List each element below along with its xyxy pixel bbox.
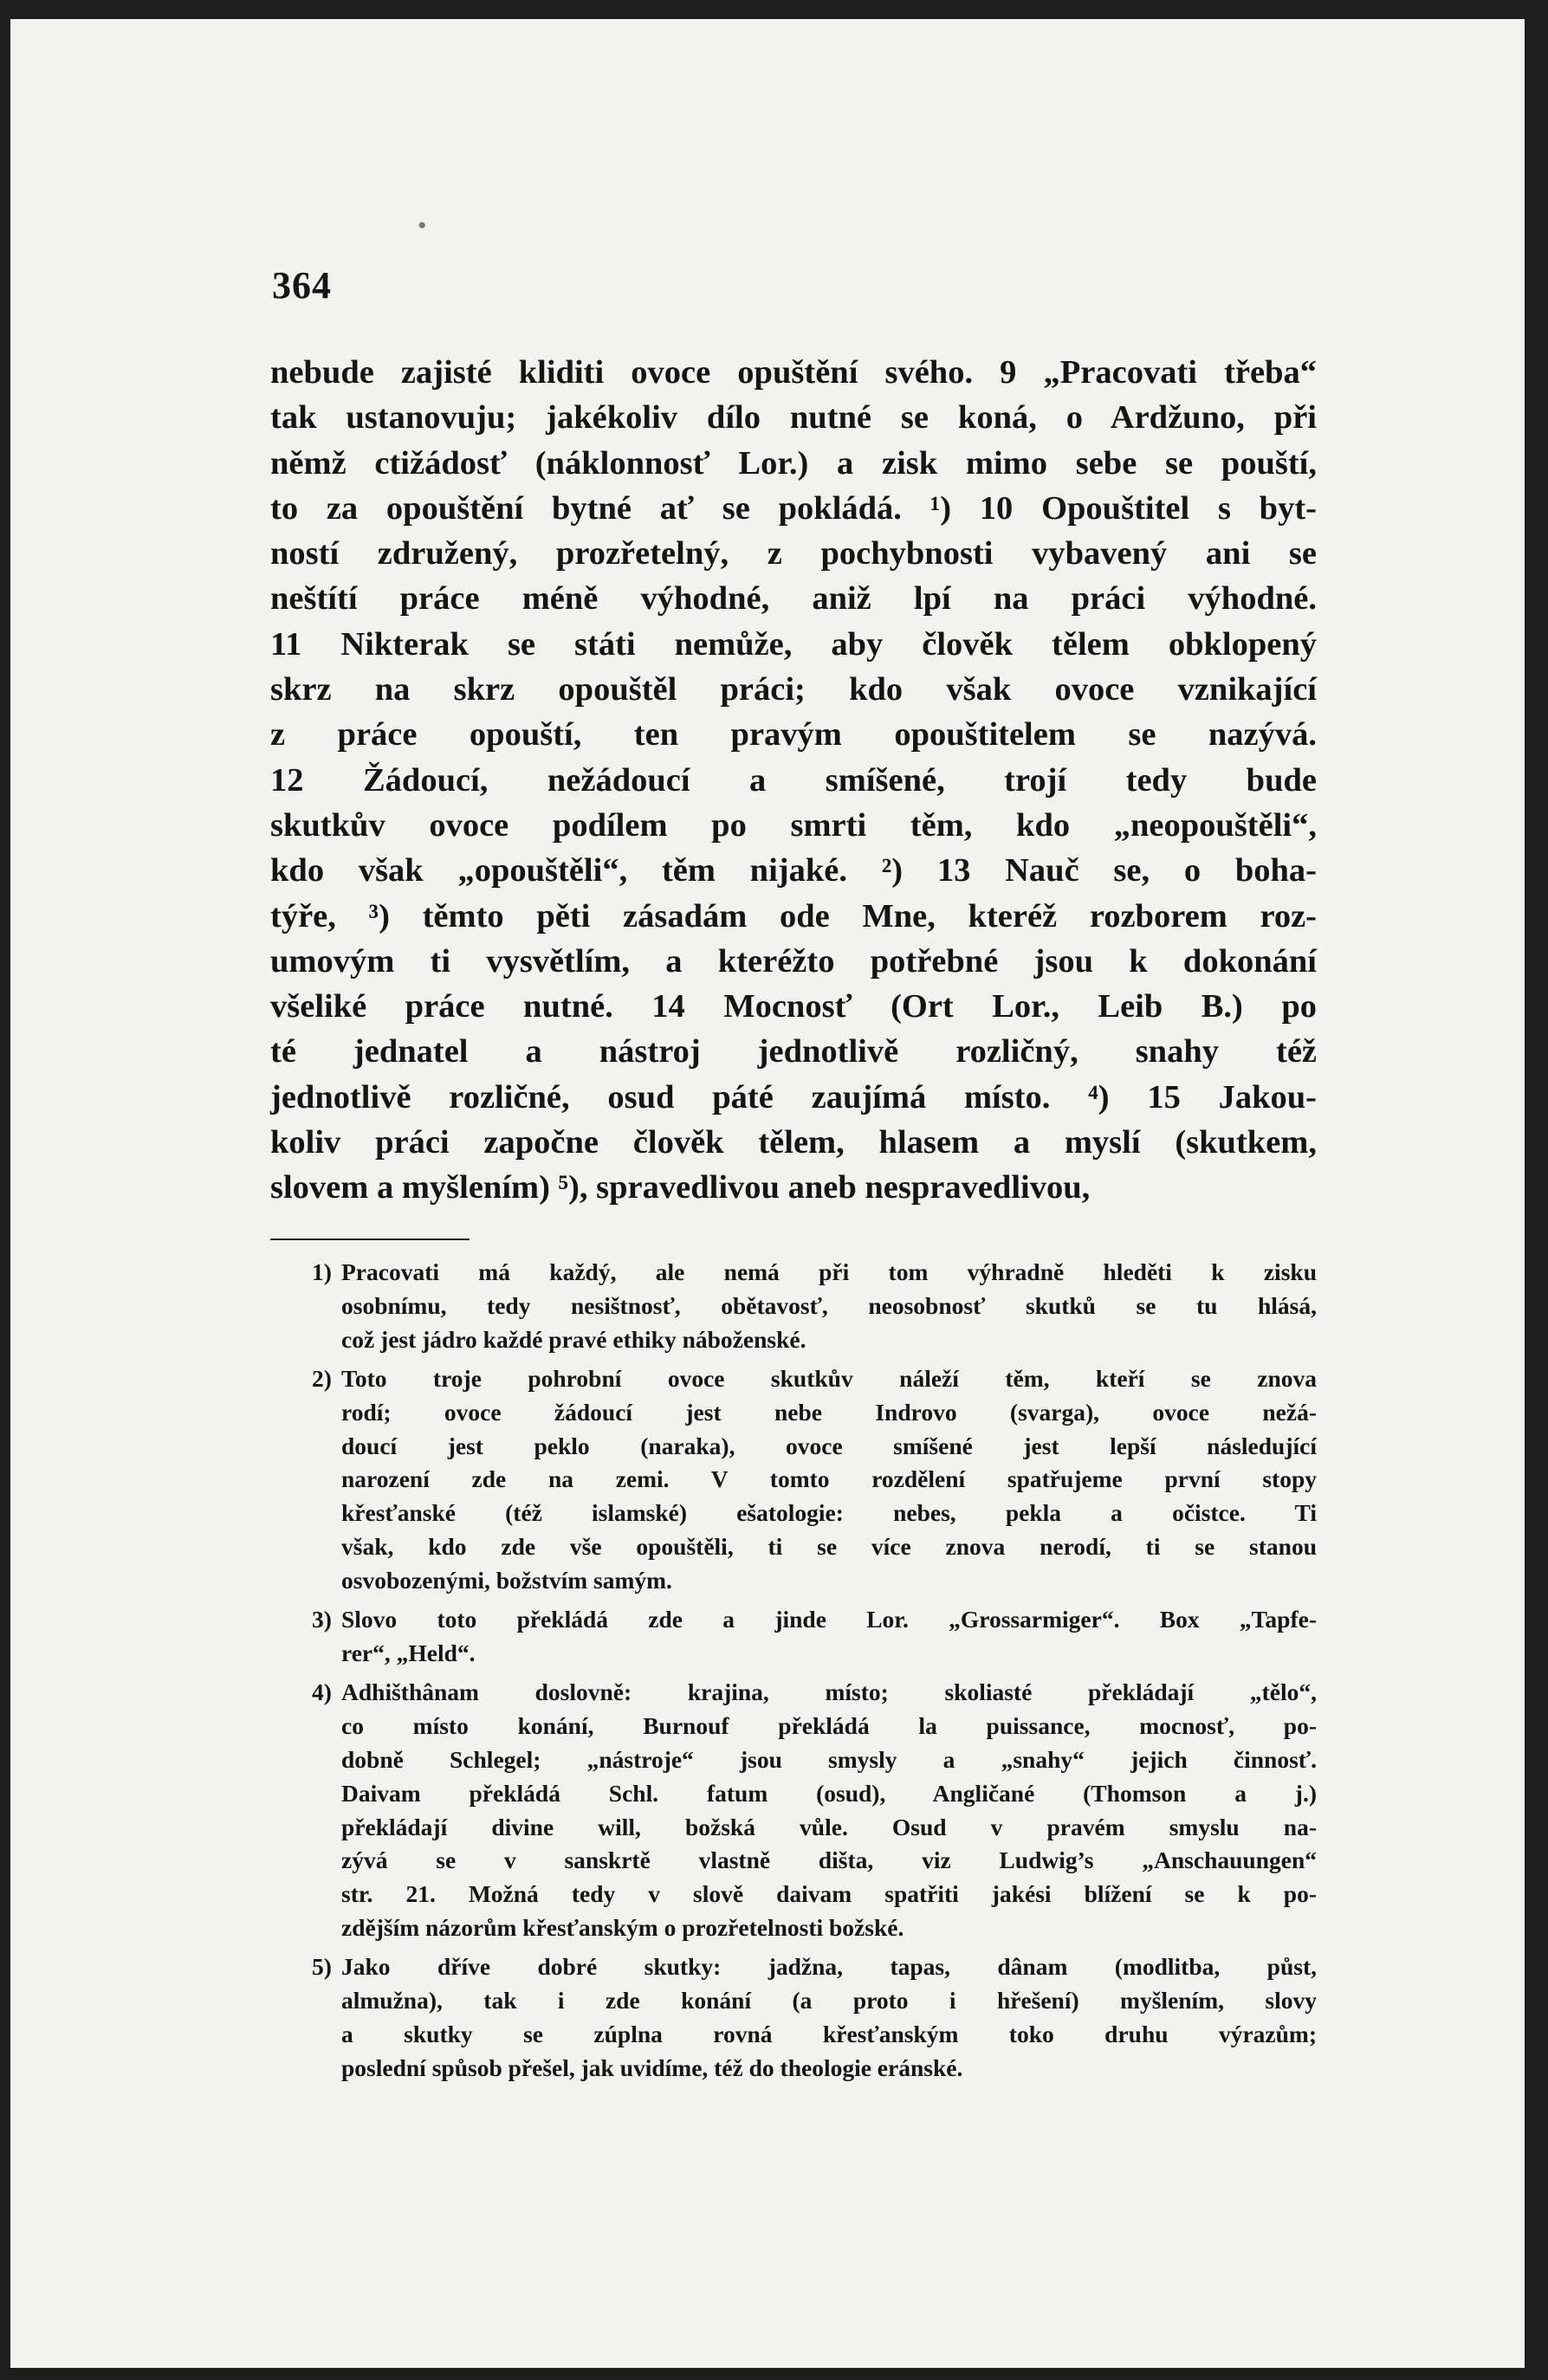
text-line: nebude zajisté kliditi ovoce opuštění svého. 9 „Pracovati třeba“ xyxy=(270,354,1317,391)
footnote-line: a skutky se zúplna rovná křesťanským toko druhu výrazům; xyxy=(341,2020,1317,2047)
text-line: skrz na skrz opouštěl práci; kdo však ovoce vznikající xyxy=(270,671,1317,708)
main-text xyxy=(270,350,1317,1211)
text-line: němž ctižádosť (náklonnosť Lor.) a zisk mimo sebe se pouští, xyxy=(270,444,1317,482)
footnote-3 xyxy=(270,1603,1317,1671)
book-page xyxy=(10,19,1525,2368)
text-line: 12 Žádoucí, nežádoucí a smíšené, trojí tedy bude xyxy=(270,761,1317,799)
text-line: neštítí práce méně výhodné, aniž lpí na práci výhodné. xyxy=(270,580,1317,618)
footnotes xyxy=(270,1256,1317,2091)
text-line: to za opouštění bytné ať se pokládá. ¹) 10 Opouštitel s byt- xyxy=(270,489,1317,527)
text-line: slovem a myšlením) ⁵), spravedlivou aneb nespravedlivou, xyxy=(270,1169,1091,1206)
footnote-1 xyxy=(270,1256,1317,1357)
footnote-separator xyxy=(270,1239,470,1240)
footnote-line: křesťanské (též islamské) ešatologie: nebes, pekla a očistce. Ti xyxy=(341,1499,1317,1527)
footnote-mark: 5) xyxy=(312,1953,332,1981)
footnote-mark: 3) xyxy=(312,1606,332,1633)
footnote-line: poslední spůsob přešel, jak uvidíme, též do theologie eránské. xyxy=(341,2053,963,2081)
text-line: umovým ti vysvětlím, a kteréžto potřebné jsou k dokonání xyxy=(270,942,1317,980)
footnote-line: Pracovati má každý, ale nemá při tom výhradně hleděti k zisku xyxy=(341,1258,1317,1285)
text-line: té jednatel a nástroj jednotlivě rozličný, snahy též xyxy=(270,1033,1317,1070)
footnote-line: osobnímu, tedy nesištnosť, obětavosť, neosobnosť skutků se tu hlásá, xyxy=(341,1291,1317,1319)
footnote-mark: 4) xyxy=(312,1678,332,1705)
text-line: z práce opouští, ten pravým opouštitelem se nazývá. xyxy=(270,716,1317,753)
footnote-line: však, kdo zde vše opouštěli, ti se více znova nerodí, ti se stanou xyxy=(341,1533,1317,1561)
text-line: ností združený, prozřetelný, z pochybnosti vybavený ani se xyxy=(270,535,1317,572)
footnote-4 xyxy=(270,1676,1317,1945)
text-line: všeliké práce nutné. 14 Mocnosť (Ort Lor., Leib B.) po xyxy=(270,988,1317,1025)
text-line: koliv práci započne člověk tělem, hlasem a myslí (skutkem, xyxy=(270,1124,1317,1161)
text-line: týře, ³) těmto pěti zásadám ode Mne, kteréž rozborem roz- xyxy=(270,897,1317,935)
footnote-line: co místo konání, Burnouf překládá la puissance, mocnosť, po- xyxy=(341,1711,1317,1739)
footnote-line: Toto troje pohrobní ovoce skutkův náleží těm, kteří se znova xyxy=(341,1364,1317,1392)
footnote-line: překládají divine will, božská vůle. Osud v pravém smyslu na- xyxy=(341,1813,1317,1840)
footnote-line: doucí jest peklo (naraka), ovoce smíšené jest lepší následující xyxy=(341,1432,1317,1459)
footnote-mark: 1) xyxy=(312,1258,332,1285)
footnote-line: zdějším názorům křesťanským o prozřetelnosti božské. xyxy=(341,1914,904,1942)
footnote-line: dobně Schlegel; „nástroje“ jsou smysly a „snahy“ jejich činnosť. xyxy=(341,1745,1317,1773)
footnote-5 xyxy=(270,1950,1317,2086)
footnote-line: narození zde na zemi. V tomto rozdělení spatřujeme první stopy xyxy=(341,1465,1317,1493)
footnote-line: což jest jádro každé pravé ethiky náboženské. xyxy=(341,1325,806,1353)
footnote-line: osvobozenými, božstvím samým. xyxy=(341,1567,672,1594)
footnote-mark: 2) xyxy=(312,1364,332,1392)
footnote-line: str. 21. Možná tedy v slově daivam spatřiti jakési blížení se k po- xyxy=(341,1880,1317,1908)
footnote-line: zývá se v sanskrtě vlastně dišta, viz Ludwig’s „Anschauungen“ xyxy=(341,1846,1317,1874)
text-line: tak ustanovuju; jakékoliv dílo nutné se koná, o Ardžuno, při xyxy=(270,399,1317,437)
footnote-line: almužna), tak i zde konání (a proto i hřešení) myšlením, slovy xyxy=(341,1987,1317,2015)
text-line: kdo však „opouštěli“, těm nijaké. ²) 13 Nauč se, o boha- xyxy=(270,852,1317,889)
footnote-2 xyxy=(270,1362,1317,1598)
scan-speck: • xyxy=(418,211,427,240)
footnote-line: rer“, „Held“. xyxy=(341,1639,476,1666)
text-line: jednotlivě rozličné, osud páté zaujímá místo. ⁴) 15 Jakou- xyxy=(270,1078,1317,1116)
footnote-line: Jako dříve dobré skutky: jadžna, tapas, dânam (modlitba, půst, xyxy=(341,1953,1317,1981)
footnote-line: Slovo toto překládá zde a jinde Lor. „Grossarmiger“. Box „Tapfe- xyxy=(341,1606,1317,1633)
page-number: 364 xyxy=(272,264,332,307)
footnote-line: Daivam překládá Schl. fatum (osud), Angličané (Thomson a j.) xyxy=(341,1779,1317,1807)
text-line: skutkův ovoce podílem po smrti těm, kdo „neopouštěli“, xyxy=(270,806,1317,844)
footnote-line: rodí; ovoce žádoucí jest nebe Indrovo (svarga), ovoce nežá- xyxy=(341,1398,1317,1426)
text-line: 11 Nikterak se státi nemůže, aby člověk tělem obklopený xyxy=(270,625,1317,663)
footnote-line: Adhišthânam doslovně: krajina, místo; skoliasté překládají „tělo“, xyxy=(341,1678,1317,1705)
